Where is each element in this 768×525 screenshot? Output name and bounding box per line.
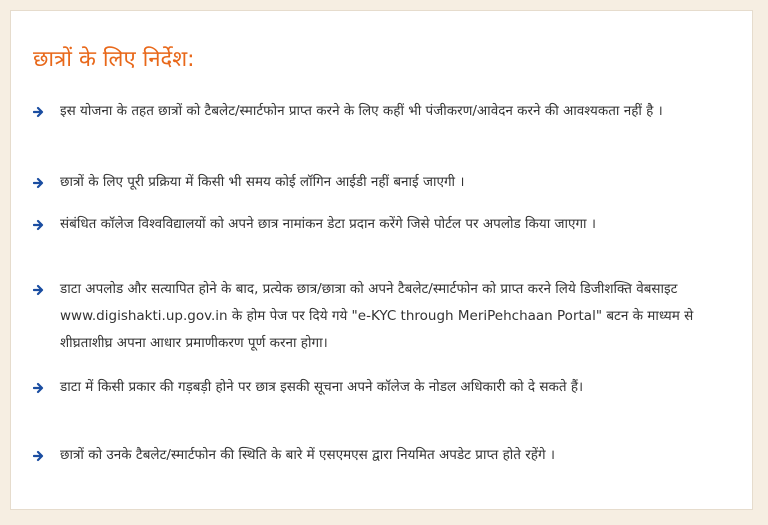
arrow-right-icon [33,382,44,394]
section-title: छात्रों के लिए निर्देश: [33,47,195,72]
arrow-right-icon [33,177,44,189]
list-item-text: इस योजना के तहत छात्रों को टैबलेट/स्मार्टफोन प्राप्त करने के लिए कहीं भी पंजीकरण/आवेदन करने की आवश्यकता नहीं है । [60,103,663,119]
instructions-card [10,10,753,510]
arrow-right-icon [33,106,44,118]
list-item-text: डाटा में किसी प्रकार की गड़बड़ी होने पर छात्र इसकी सूचना अपने कॉलेज के नोडल अधिकारी को दे सकते हैं। [60,379,584,395]
list-item-text: छात्रों के लिए पूरी प्रक्रिया में किसी भी समय कोई लॉगिन आईडी नहीं बनाई जाएगी । [60,174,465,190]
list-item-text: छात्रों को उनके टैबलेट/स्मार्टफोन की स्थिति के बारे में एसएमएस द्वारा नियमित अपडेट प्राप्त होते रहेंगे । [60,447,555,463]
list-item-text: डाटा अपलोड और सत्यापित होने के बाद, प्रत्येक छात्र/छात्रा को अपने टैबलेट/स्मार्टफोन को प्राप्त करने लिये डिजीशक्ति वेबसाइट www.digishakti.up.gov.in के होम पेज पर दिये गये "e-KYC through MeriPehchaan Portal" बटन के माध्यम से शीघ्रताशीघ्र अपना आधार प्रमाणीकरण पूर्ण करना होगा। [60,281,694,351]
arrow-right-icon [33,284,44,296]
list-item-text: संबंधित कॉलेज विश्वविद्यालयों को अपने छात्र नामांकन डेटा प्रदान करेंगे जिसे पोर्टल पर अपलोड किया जाएगा । [60,216,596,232]
arrow-right-icon [33,219,44,231]
arrow-right-icon [33,450,44,462]
